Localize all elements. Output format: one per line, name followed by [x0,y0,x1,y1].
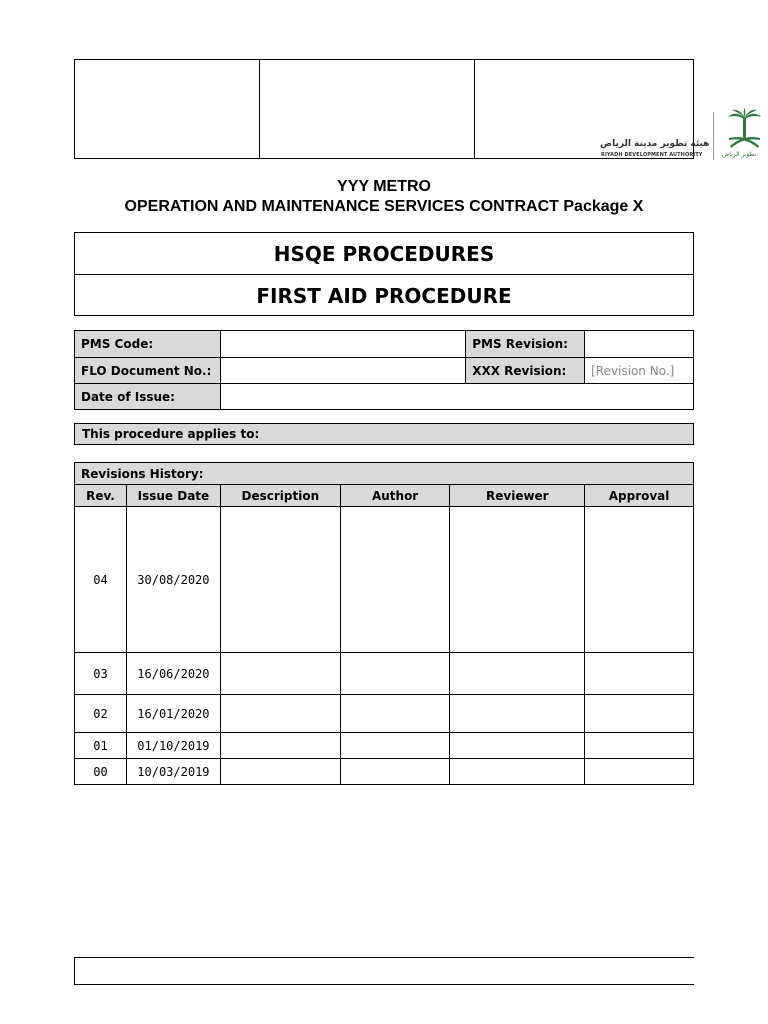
logo-english-name: RIYADH DEVELOPMENT AUTHORITY [601,152,703,158]
table-row [75,507,694,653]
issue-date: 16/01/2020 [126,695,220,733]
project-title: YYY METRO [337,178,431,195]
palm-swords-emblem-icon [722,108,768,152]
date-of-issue-value [220,384,693,410]
footer-box [74,957,694,985]
column-header-rev: Rev. [75,485,127,507]
table-row [75,695,694,733]
approval-cell [585,759,694,785]
table-row [75,759,694,785]
procedure-category: HSQE PROCEDURES [75,233,693,275]
document-info-table [74,330,694,410]
description-cell [220,653,340,695]
revisions-history-table [74,462,694,785]
flo-document-value [220,358,465,384]
approval-cell [585,507,694,653]
description-cell [220,507,340,653]
table-row [75,733,694,759]
description-cell [220,759,340,785]
xxx-revision-value: [Revision No.] [585,358,694,384]
author-cell [340,653,450,695]
column-header-author: Author [340,485,450,507]
issue-date: 30/08/2020 [126,507,220,653]
pms-revision-label: PMS Revision: [466,331,585,358]
column-header-reviewer: Reviewer [450,485,585,507]
approval-cell [585,653,694,695]
date-of-issue-label: Date of Issue: [75,384,221,410]
description-cell [220,733,340,759]
logo-arabic-name: هيئة تطوير مدينة الرياض [600,139,710,149]
pms-code-value [220,331,465,358]
pms-code-label: PMS Code: [75,331,221,358]
author-cell [340,695,450,733]
rev-number: 00 [75,759,127,785]
column-header-approval: Approval [585,485,694,507]
applies-to-bar: This procedure applies to: [74,423,694,445]
reviewer-cell [450,507,585,653]
column-header-description: Description [220,485,340,507]
issue-date: 16/06/2020 [126,653,220,695]
xxx-revision-label: XXX Revision: [466,358,585,384]
revisions-history-title: Revisions History: [75,463,694,485]
issue-date: 10/03/2019 [126,759,220,785]
contract-title: OPERATION AND MAINTENANCE SERVICES CONTRACT Package X [124,198,644,215]
header-cell-middle [260,60,475,158]
approval-cell [585,733,694,759]
rev-number: 04 [75,507,127,653]
issue-date: 01/10/2019 [126,733,220,759]
author-cell [340,733,450,759]
reviewer-cell [450,759,585,785]
flo-document-label: FLO Document No.: [75,358,221,384]
approval-cell [585,695,694,733]
author-cell [340,759,450,785]
logo-separator [713,112,714,160]
header-cell-left [75,60,260,158]
logo-arabic-sub: تطوير الرياض [722,151,757,158]
author-cell [340,507,450,653]
table-row [75,653,694,695]
rev-number: 02 [75,695,127,733]
procedure-title: FIRST AID PROCEDURE [256,283,512,308]
rev-number: 03 [75,653,127,695]
rev-number: 01 [75,733,127,759]
pms-revision-value [585,331,694,358]
reviewer-cell [450,653,585,695]
column-header-issue-date: Issue Date [126,485,220,507]
description-cell [220,695,340,733]
reviewer-cell [450,695,585,733]
procedure-title-box [74,232,694,316]
reviewer-cell [450,733,585,759]
rda-logo [598,108,768,164]
